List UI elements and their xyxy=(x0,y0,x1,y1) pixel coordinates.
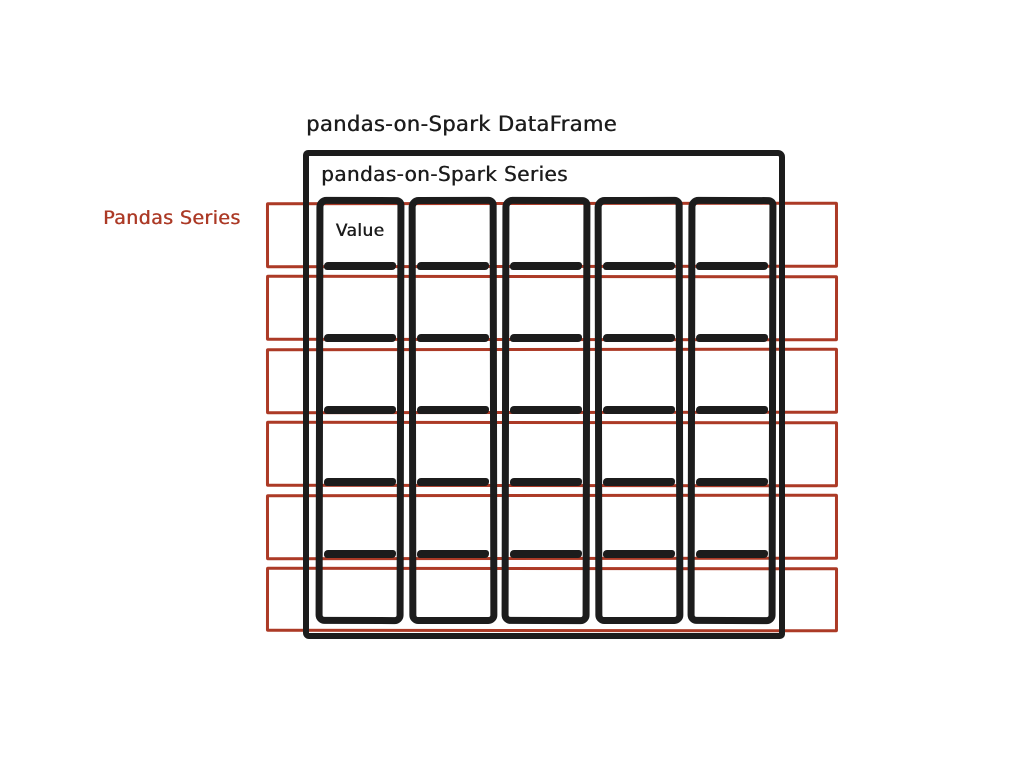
cell-separator-dash xyxy=(510,406,582,414)
spark-series-label: pandas-on-Spark Series xyxy=(321,162,568,186)
cell-separator-dash xyxy=(696,550,768,558)
cell-separator-dash xyxy=(603,262,675,270)
cell-value-label: Value xyxy=(335,221,385,241)
cell-separator-dash xyxy=(603,550,675,558)
cell-separator-dash xyxy=(417,550,489,558)
cell-separator-dash xyxy=(696,334,768,342)
pandas-series-label: Pandas Series xyxy=(103,207,241,229)
cell-separator-dash xyxy=(696,262,768,270)
cell-separator-dash xyxy=(417,334,489,342)
dataframe-title: pandas-on-Spark DataFrame xyxy=(306,112,617,136)
cell-separator-dash xyxy=(510,334,582,342)
cell-separator-dash xyxy=(603,478,675,486)
cell-separator-dash xyxy=(417,406,489,414)
cell-separator-dash xyxy=(324,478,396,486)
cell-separator-dash xyxy=(324,334,396,342)
cell-separator-dash xyxy=(510,550,582,558)
cell-separator-dash xyxy=(696,406,768,414)
cell-separator-dash xyxy=(417,262,489,270)
cell-separator-dash xyxy=(324,550,396,558)
cell-separator-dash xyxy=(417,478,489,486)
cell-separator-dash xyxy=(603,406,675,414)
cell-separator-dash xyxy=(510,478,582,486)
cell-separator-dash xyxy=(324,262,396,270)
cell-separator-dash xyxy=(603,334,675,342)
cell-separator-dash xyxy=(696,478,768,486)
cell-separator-dash xyxy=(324,406,396,414)
cell-separator-dash xyxy=(510,262,582,270)
